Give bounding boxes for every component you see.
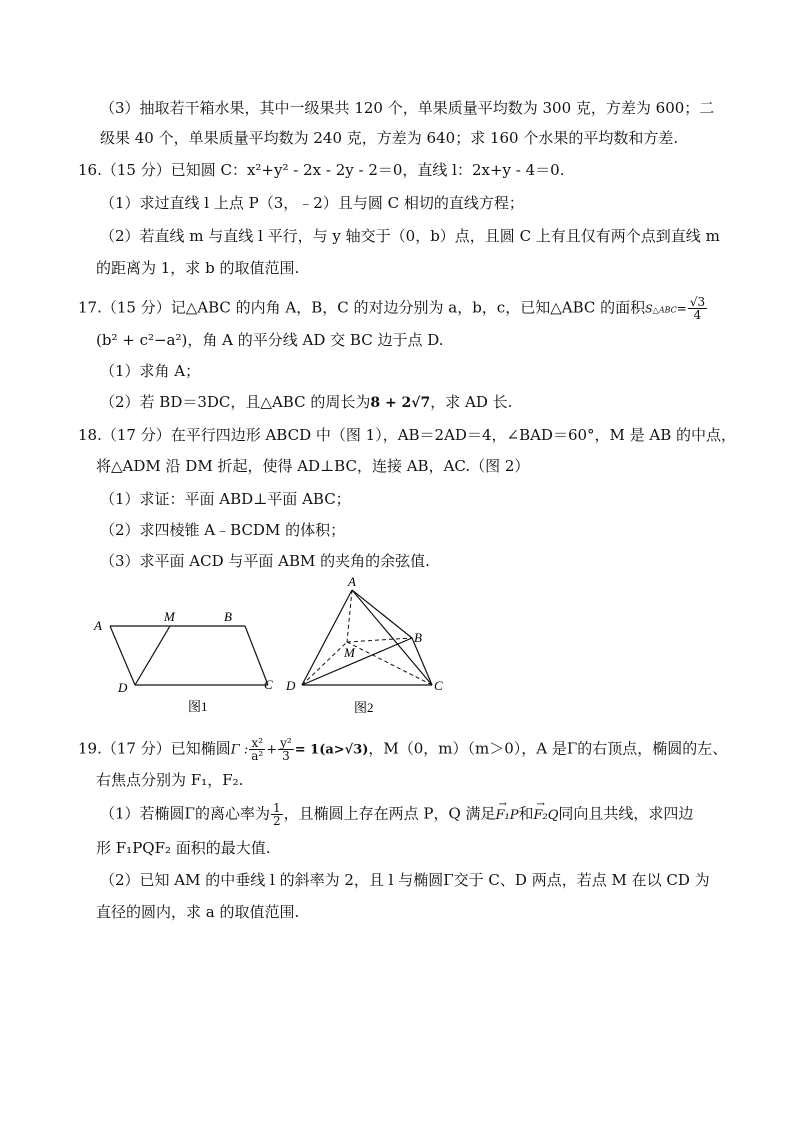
problem-19-text-cont: ，M（0，m）（m＞0），A 是Γ的右顶点，椭圆的左、 — [368, 739, 728, 758]
fig2-label-M: M — [344, 645, 355, 660]
problem-17-part1: （1）求角 A； — [100, 362, 201, 380]
sqrt3-over-4-fraction: $\frac{√3}{4}$ — [689, 295, 706, 322]
x2-over-a2-fraction: $\frac{\text{x²}}{\text{a²}}$ — [251, 736, 264, 763]
fig1-caption: 图1 — [188, 699, 208, 714]
problem-19-part1-cont: 形 F₁PQF₂ 面积的最大值. — [96, 839, 271, 857]
ellipse-condition: = 1(a>√3) — [294, 742, 369, 758]
vector-and: 和 — [518, 804, 534, 823]
problem-15-part3-line1: （3）抽取若干箱水果，其中一级果共 120 个，单果质量平均数为 300 克，方差为 600；二 — [100, 99, 715, 117]
problem-19-part1-end: 同向且共线，求四边 — [558, 804, 694, 823]
problem-17-text: 17.（15 分）记△ABC 的内角 A，B，C 的对边分别为 a，b，c，已知△ABC 的面积 — [78, 298, 646, 317]
problem-19-title: 19.（17 分）已知椭圆Γ : $\frac{\text{x²}}{\text{a²}}$ + $\frac{\text{y²}}{3}$ = 1(a>√3)，M（0，m）（m＞0），A 是Γ的右顶点，椭圆的左、 — [78, 736, 728, 763]
figure-2-pyramid — [282, 572, 454, 720]
vector-F2Q: → F₂Q — [534, 806, 559, 826]
problem-18-part1: （1）求证：平面 ABD⊥平面 ABC； — [100, 490, 351, 508]
area-symbol: S — [645, 302, 653, 316]
perimeter-value: 8 + 2√7 — [370, 395, 431, 411]
fig1-label-M: M — [164, 609, 175, 624]
problem-18-part2: （2）求四棱锥 A﹣BCDM 的体积； — [100, 521, 346, 539]
problem-18-title-cont: 将△ADM 沿 DM 折起，使得 AD⊥BC，连接 AB，AC.（图 2） — [96, 457, 530, 475]
problem-17-part2-end: ，求 AD 长. — [430, 393, 513, 411]
y2-over-3-fraction: $\frac{\text{y²}}{3}$ — [280, 736, 292, 763]
fig2-label-C: C — [434, 678, 443, 693]
problem-17-part2 — [100, 392, 512, 413]
problem-18-part3: （3）求平面 ACD 与平面 ABM 的夹角的余弦值. — [100, 552, 430, 570]
fig2-label-B: B — [414, 630, 422, 645]
problem-19-part1 — [100, 802, 693, 827]
fig2-caption: 图2 — [354, 700, 374, 715]
area-equals: = — [676, 301, 687, 316]
problem-16-part2-line2: 的距离为 1，求 b 的取值范围. — [96, 259, 300, 277]
ellipse-symbol: Γ : — [230, 742, 249, 758]
problem-19-title-line2: 右焦点分别为 F₁，F₂. — [96, 771, 244, 789]
fig1-label-B: B — [224, 609, 232, 624]
problem-19-part2: （2）已知 AM 的中垂线 l 的斜率为 2，且 l 与椭圆Γ交于 C、D 两点，若点 M 在以 CD 为 — [100, 871, 710, 889]
problem-15-part3-line2: 级果 40 个，单果质量平均数为 240 克，方差为 640；求 160 个水果的平均数和方差. — [100, 129, 679, 147]
problem-17-title-cont: (b² + c²−a²)，角 A 的平分线 AD 交 BC 边于点 D. — [96, 331, 444, 349]
fig1-label-C: C — [264, 677, 273, 692]
fig2-label-D: D — [286, 678, 296, 693]
fig1-label-D: D — [118, 680, 128, 695]
fig1-label-A: A — [94, 618, 102, 633]
figure-1-parallelogram — [90, 600, 290, 720]
problem-16-title: 16.（15 分）已知圆 C：x²+y² - 2x - 2y - 2＝0，直线 l：2x+y - 4＝0. — [78, 161, 565, 179]
problem-18-title: 18.（17 分）在平行四边形 ABCD 中（图 1），AB＝2AD＝4，∠BAD＝60°，M 是 AB 的中点， — [78, 426, 737, 444]
problem-19-text: 19.（17 分）已知椭圆 — [78, 739, 231, 758]
problem-17-title — [78, 296, 708, 321]
problem-16-part1: （1）求过直线 l 上点 P（3，﹣2）且与圆 C 相切的直线方程； — [100, 194, 524, 212]
problem-19-part1-text: （1）若椭圆Γ的离心率为 — [100, 804, 270, 823]
fig2-label-A: A — [348, 574, 356, 589]
problem-17-part2-text: （2）若 BD＝3DC，且△ABC 的周长为 — [100, 393, 371, 411]
one-half-fraction: $\frac{1}{2}$ — [272, 801, 281, 828]
problem-19-part2-cont: 直径的圆内，求 a 的取值范围. — [96, 903, 300, 921]
problem-19-part1-mid: ，且椭圆上存在两点 P，Q 满足 — [283, 804, 496, 823]
vector-F1P: → F₁P — [496, 806, 519, 826]
area-subscript: △ABC — [652, 305, 677, 315]
problem-16-part2-line1: （2）若直线 m 与直线 l 平行，与 y 轴交于（0，b）点，且圆 C 上有且仅有两个点到直线 m — [100, 227, 720, 245]
